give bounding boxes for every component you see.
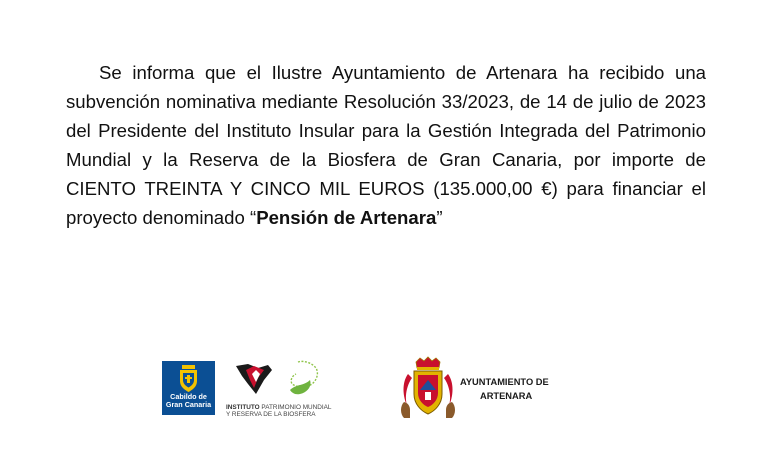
instituto-logo-strong: INSTITUTO bbox=[226, 404, 260, 411]
cabildo-logo-line-2: Gran Canaria bbox=[165, 400, 212, 409]
project-name: Pensión de Artenara bbox=[256, 207, 437, 228]
ayuntamiento-logo-line-1: AYUNTAMIENTO DE bbox=[460, 377, 549, 387]
cabildo-logo-line-1: Cabildo de bbox=[170, 392, 207, 401]
coat-of-arms-icon bbox=[178, 365, 199, 392]
ayuntamiento-logo-line-2: ARTENARA bbox=[480, 391, 533, 401]
instituto-logo-line-2: Y RESERVA DE LA BIOSFERA bbox=[226, 411, 316, 418]
shield-crest-icon bbox=[398, 356, 458, 422]
instituto-logo bbox=[226, 360, 336, 422]
notice-closing-quote: ” bbox=[436, 207, 443, 228]
notice-text: Se informa que el Ilustre Ayuntamiento de Artenara ha recibido una subvención nominativa mediante Resolución 33/2023, de 14 de julio de 2023 del Presidente del Instituto Insular para la Gestión Integrada del Patrimonio Mundial y la Reserva de la Biosfera de Gran Canaria, por importe de CIENTO TREINTA Y CINCO MIL EUROS (135.000,00 €) para financiar el proyecto denominado “ bbox=[66, 62, 706, 228]
ayuntamiento-logo bbox=[398, 356, 568, 422]
instituto-logo-rest: PATRIMONIO MUNDIAL bbox=[259, 404, 332, 411]
cabildo-logo bbox=[162, 361, 215, 415]
instituto-logo-line-1 bbox=[226, 404, 336, 411]
mountain-island-icon bbox=[234, 360, 330, 400]
subsidy-notice bbox=[66, 58, 706, 232]
